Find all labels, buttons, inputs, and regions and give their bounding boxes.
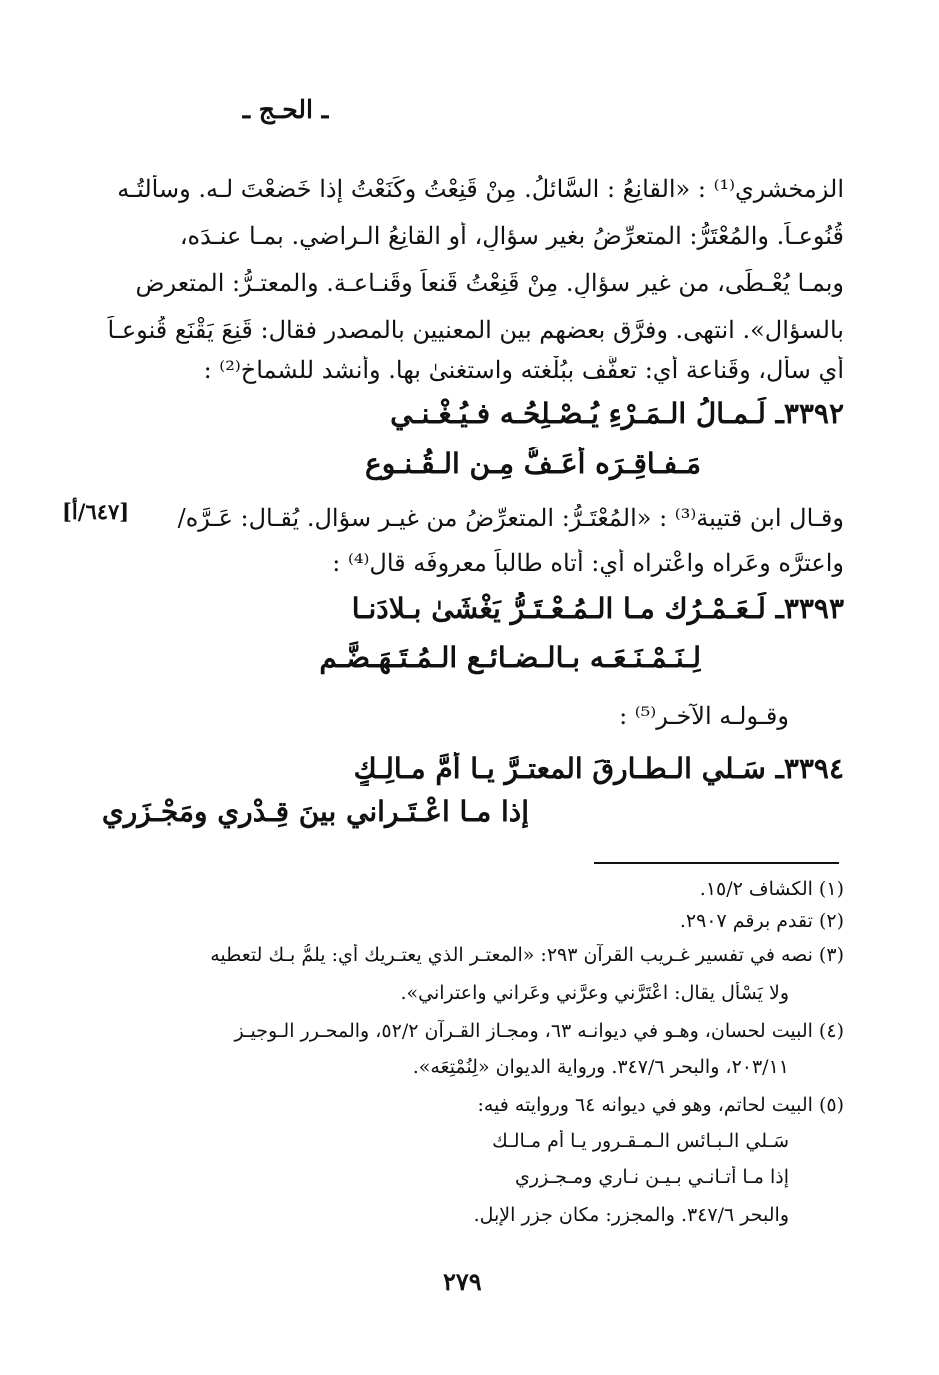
footnote-5: (٥) البيت لحاتم، وهو في ديوانه ٦٤ وروايته فيه: [477, 1094, 844, 1116]
folio-marginal-reference: [٦٤٧/أ] [62, 499, 130, 524]
verse-3393-first-hemistich: ٣٣٩٣ـ لَـعَـمْـرُك مـا الـمُـعْـتَـرُّ يَغْشَىٰ بـلادَنـا [351, 592, 844, 625]
body-line: واعترَّه وعَراه واعْتراه أي: أتاه طالباً معروفَه قال⁽⁴⁾ : [332, 549, 844, 577]
footnote-3-continuation: ولا يَسْأل يقال: اعْتَرَّني وعرَّني وعَراني واعتراني». [400, 982, 789, 1004]
verse-3393-second-hemistich: لِـنَـمْـنَـعَـه بـالـضـائـعِ الـمُـتَـهَـضَّـمِ [319, 641, 701, 674]
body-line: وقـال ابن قتيبة⁽³⁾ : «المُعْتَـرُّ: المتعرِّضُ من غيـر سؤال. يُقـال: عَـرَّه/ [177, 504, 844, 532]
body-line: وقـولـه الآخـر⁽⁵⁾ : [619, 702, 789, 730]
body-line: قُنُوعـاً. والمُعْتَرُّ: المتعرِّضُ بغيرِ سؤالٍ، أو القانِعُ الـراضي. بمـا عنـدَه، [179, 222, 844, 250]
verse-3392-first-hemistich: ٣٣٩٢ـ لَـمـالُ الـمَـرْءِ يُـصْـلِحُـه فـيُـغْـنـي [390, 397, 844, 430]
footnote-5-continuation: والبحر ٣٤٧/٦. والمجزر: مكان جزر الإبل. [473, 1204, 789, 1226]
verse-3392-second-hemistich: مَـفـاقِـرَه أعَـفُّ مِـن الـقُـنـوعِ [365, 447, 701, 480]
footnote-5-verse-2: إذا مـا أتـانـي بـيـن نـاري ومـجـزري [515, 1166, 789, 1188]
footnote-divider [594, 862, 839, 864]
footnote-4: (٤) البيت لحسان، وهـو في ديوانـه ٦٣، ومجـاز القـرآن ٥٢/٢، والمحـرر الـوجيـز [234, 1020, 844, 1042]
footnote-1: (١) الكشاف ١٥/٢. [699, 878, 844, 900]
body-line: وبمـا يُعْـطَى، من غيرِ سؤالٍ. مِنْ قَنِعْتُ قَنعاً وقَنـاعـة. والمعتـرُّ: المتعرض [135, 269, 844, 297]
footnote-5-verse-1: سَـلي الـبـائس الـمـقـرور يـا أم مـالـك [492, 1130, 789, 1152]
body-line: بالسؤال». انتهى. وفرَّق بعضهم بين المعنيين بالمصدر فقال: قَنِعَ يَقْنَع قُنوعـاً [107, 316, 844, 344]
footnote-4-continuation: ٢٠٣/١١، والبحر ٣٤٧/٦. ورواية الديوان «لِنُمْتِعَه». [412, 1056, 789, 1078]
page-number: ٢٧٩ [443, 1267, 482, 1296]
verse-3394-second-hemistich: إذا مـا اعْـتَـراني بينَ قِـدْري ومَجْـزَري [101, 795, 529, 828]
running-header: ـ الحـج ـ [242, 95, 329, 124]
verse-3394-first-hemistich: ٣٣٩٤ـ سَـلي الـطـارقَ المعتـرَّ يـا أمَّ مـالِـكٍ [353, 752, 844, 785]
body-line: أي سأل، وقَناعة أي: تعفَّف ببُلْغته واستغنىٰ بها. وأنشد للشماخ⁽²⁾ : [203, 356, 844, 384]
footnote-2: (٢) تقدم برقم ٢٩٠٧. [679, 910, 844, 932]
body-line: الزمخشري⁽¹⁾ : «القانِعُ : السَّائلُ. مِنْ قَنِعْتُ وكَنَعْتُ إذا خَضعْتَ لـه. وسألتُـه [117, 175, 844, 203]
footnote-3: (٣) نصه في تفسير غـريب القرآن ٢٩٣: «المعتـر الذي يعتـريك أي: يلمُّ بـك لتعطيه [210, 944, 844, 966]
